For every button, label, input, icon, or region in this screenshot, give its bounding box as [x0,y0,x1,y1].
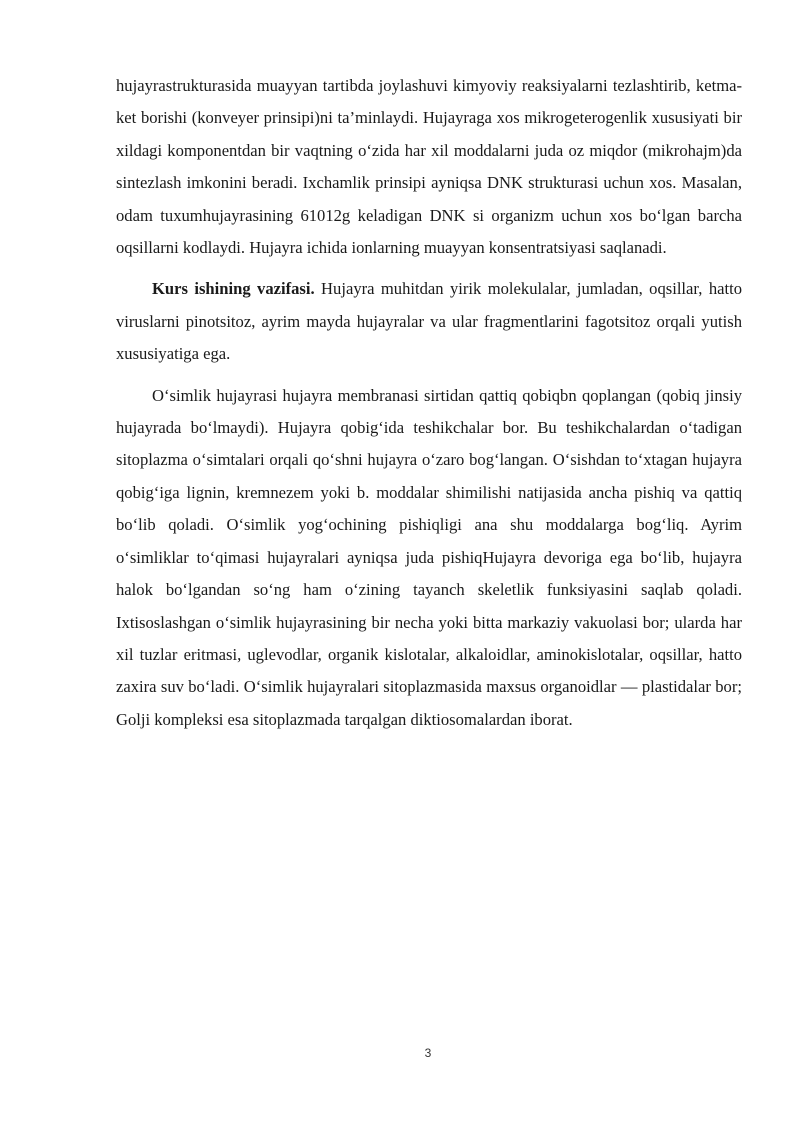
paragraph-plant-cell [116,380,742,736]
paragraph-text: hujayrastrukturasida muayyan tartibda joylashuvi kimyoviy reaksiyalarni tezlashtirib, ketma-ket borishi (konveyer prinsipi)ni ta’minlaydi. Hujayraga xos mikrogeterogenlik xususiyati bir xildagi komponentdan bir vaqtning o‘zida har xil moddalarni juda oz miqdor (mikrohajm)da sintezlash imkonini beradi. Ixchamlik prinsipi ayniqsa DNK strukturasi uchun xos. Masalan, odam tuxumhujayrasining 61012g keladigan DNK si organizm uchun xos bo‘lgan barcha oqsillarni kodlaydi. Hujayra ichida ionlarning muayyan konsentratsiyasi saqlanadi. [116,76,742,258]
page-number: 3 [424,1046,432,1060]
paragraph-heading: Kurs ishining vazifasi. [152,279,315,299]
paragraph-course-task [116,273,742,370]
document-page [116,70,742,736]
paragraph-text: O‘simlik hujayrasi hujayra membranasi sirtidan qattiq qobiqbn qoplangan (qobiq jinsiy hujayrada bo‘lmaydi). Hujayra qobig‘ida teshikchalar bor. Bu teshikchalardan o‘tadigan sitoplazma o‘simtalari orqali qo‘shni hujayra o‘zaro bog‘langan. O‘sishdan to‘xtagan hujayra qobig‘iga lignin, kremnezem yoki b. moddalar shimilishi natijasida ancha pishiq va qattiq bo‘lib qoladi. O‘simlik yog‘ochining pishiqligi ana shu moddalarga bog‘liq. Ayrim o‘simliklar to‘qimasi hujayralari ayniqsa juda pishiqHujayra devoriga ega bo‘lib, hujayra halok bo‘lgandan so‘ng ham o‘zining tayanch skeletlik funksiyasini saqlab qoladi. Ixtisoslashgan o‘simlik hujayrasining bir necha yoki bitta markaziy vakuolasi bor; ularda har xil tuzlar eritmasi, uglevodlar, organik kislotalar, alkaloidlar, aminokislotalar, oqsillar, hatto zaxira suv bo‘ladi. O‘simlik hujayralari sitoplazmasida maxsus organoidlar — plastidalar bor; Golji kompleksi esa sitoplazmada tarqalgan diktiosomalardan iborat. [116,385,742,729]
paragraph-text: Hujayra muhitdan yirik molekulalar, jumladan, oqsillar, hatto viruslarni pinotsitoz, ayrim mayda hujayralar va ular fragmentlarini fagotsitoz orqali yutish xususiyatiga ega. [116,279,743,364]
paragraph-cell-structure [116,70,742,264]
